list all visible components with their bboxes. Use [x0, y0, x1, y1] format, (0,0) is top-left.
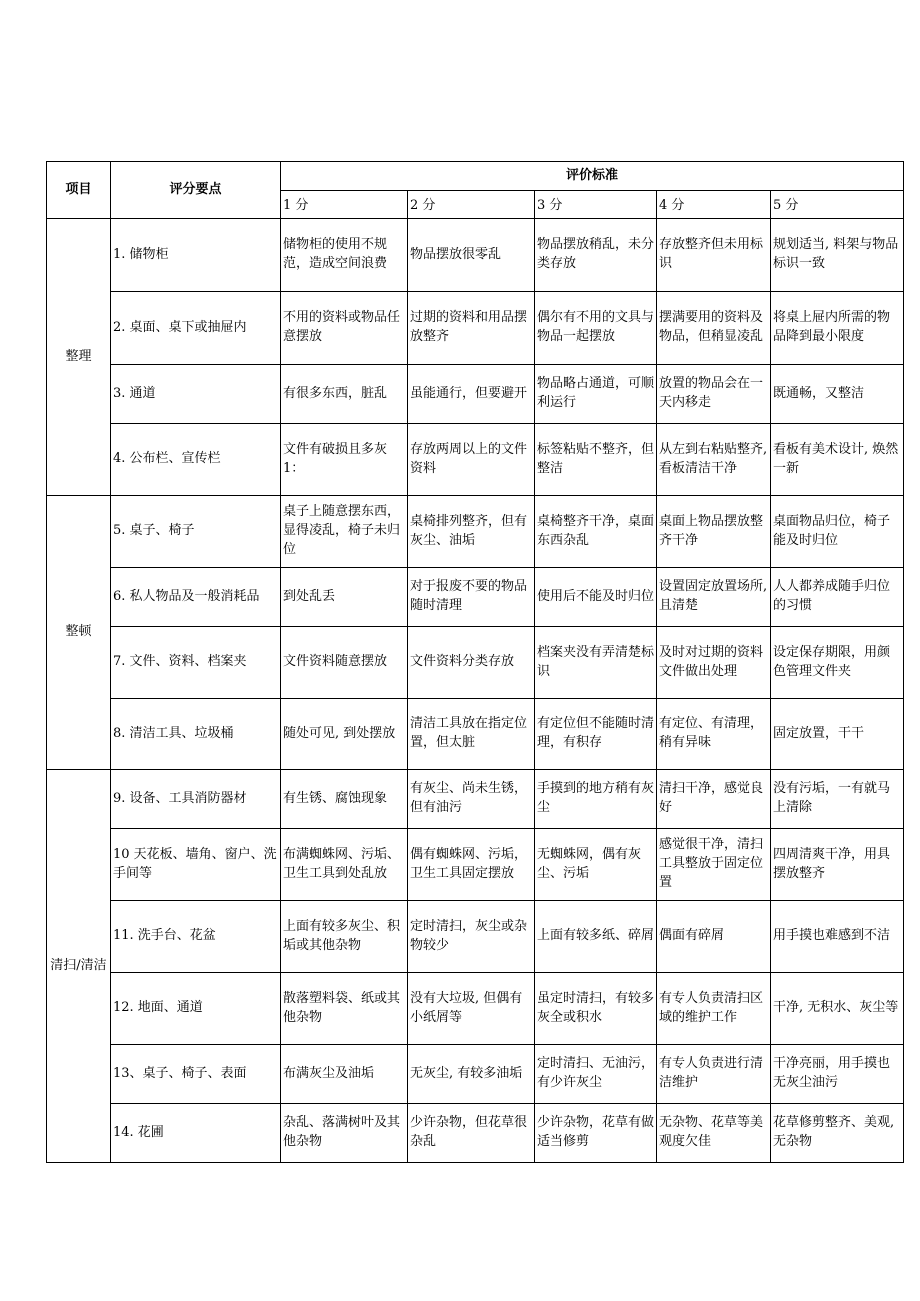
point-cell: 12. 地面、通道 [111, 973, 281, 1045]
table-row [47, 496, 904, 568]
score1-cell: 不用的资料或物品任意摆放 [281, 292, 408, 365]
score1-cell: 杂乱、落满树叶及其他杂物 [281, 1104, 408, 1163]
point-cell: 1. 储物柜 [111, 219, 281, 292]
header-score-3: 3 分 [535, 191, 657, 219]
score4-cell: 有专人负责进行清洁维护 [657, 1045, 771, 1104]
table-row [47, 973, 904, 1045]
score3-cell: 虽定时清扫，有较多灰全或积水 [535, 973, 657, 1045]
score3-cell: 无蜘蛛网，偶有灰尘、污垢 [535, 829, 657, 901]
score4-cell: 放置的物品会在一天内移走 [657, 365, 771, 424]
score4-cell: 有定位、有清理，稍有异味 [657, 699, 771, 770]
score4-cell: 无杂物、花草等美观度欠佳 [657, 1104, 771, 1163]
score2-cell: 没有大垃圾, 但偶有小纸屑等 [408, 973, 535, 1045]
score4-cell: 感觉很干净，清扫工具整放于固定位置 [657, 829, 771, 901]
table-row [47, 770, 904, 829]
score5-cell: 既通畅，又整洁 [771, 365, 904, 424]
table-row [47, 365, 904, 424]
score5-cell: 干净, 无积水、灰尘等 [771, 973, 904, 1045]
score3-cell: 偶尔有不用的文具与物品一起摆放 [535, 292, 657, 365]
score5-cell: 规划适当, 料架与物品标识一致 [771, 219, 904, 292]
score5-cell: 将桌上屉内所需的物品降到最小限度 [771, 292, 904, 365]
score5-cell: 设定保存期限，用颜色管理文件夹 [771, 627, 904, 699]
score1-cell: 储物柜的使用不规范，造成空间浪费 [281, 219, 408, 292]
table-row [47, 424, 904, 496]
score3-cell: 定时清扫、无油污，有少许灰尘 [535, 1045, 657, 1104]
point-cell: 10 天花板、墙角、窗户、洗手间等 [111, 829, 281, 901]
point-cell: 3. 通道 [111, 365, 281, 424]
score4-cell: 桌面上物品摆放整齐干净 [657, 496, 771, 568]
category-cell: 整理 [47, 219, 111, 496]
header-score-5: 5 分 [771, 191, 904, 219]
evaluation-table [46, 161, 904, 1163]
score3-cell: 档案夹没有弄清楚标识 [535, 627, 657, 699]
point-cell: 14. 花圃 [111, 1104, 281, 1163]
score2-cell: 过期的资料和用品摆放整齐 [408, 292, 535, 365]
score3-cell: 物品略占通道，可顺利运行 [535, 365, 657, 424]
score4-cell: 设置固定放置场所, 且清楚 [657, 568, 771, 627]
score3-cell: 少许杂物，花草有做适当修剪 [535, 1104, 657, 1163]
score5-cell: 固定放置，干干 [771, 699, 904, 770]
table-row [47, 829, 904, 901]
score5-cell: 干净亮丽，用手摸也无灰尘油污 [771, 1045, 904, 1104]
score1-cell: 散落塑料袋、纸或其他杂物 [281, 973, 408, 1045]
header-score-1: 1 分 [281, 191, 408, 219]
score3-cell: 有定位但不能随时清理，有积存 [535, 699, 657, 770]
score2-cell: 物品摆放很零乱 [408, 219, 535, 292]
score2-cell: 存放两周以上的文件资料 [408, 424, 535, 496]
score3-cell: 桌椅整齐干净，桌面东西杂乱 [535, 496, 657, 568]
score4-cell: 清扫干净，感觉良好 [657, 770, 771, 829]
score2-cell: 少许杂物，但花草很杂乱 [408, 1104, 535, 1163]
score2-cell: 定时清扫，灰尘或杂物较少 [408, 901, 535, 973]
point-cell: 2. 桌面、桌下或抽屉内 [111, 292, 281, 365]
score5-cell: 用手摸也难感到不洁 [771, 901, 904, 973]
header-score-2: 2 分 [408, 191, 535, 219]
table-row [47, 901, 904, 973]
score5-cell: 桌面物品归位，椅子能及时归位 [771, 496, 904, 568]
score2-cell: 虽能通行，但要避开 [408, 365, 535, 424]
score3-cell: 使用后不能及时归位 [535, 568, 657, 627]
table-row [47, 627, 904, 699]
category-cell: 清扫/清洁 [47, 770, 111, 1163]
table-row [47, 568, 904, 627]
score2-cell: 对于报废不要的物品随时清理 [408, 568, 535, 627]
header-project: 项目 [47, 162, 111, 219]
score1-cell: 有很多东西，脏乱 [281, 365, 408, 424]
table-row [47, 292, 904, 365]
score2-cell: 无灰尘, 有较多油垢 [408, 1045, 535, 1104]
table-row [47, 219, 904, 292]
score2-cell: 偶有蜘蛛网、污垢，卫生工具固定摆放 [408, 829, 535, 901]
score2-cell: 文件资料分类存放 [408, 627, 535, 699]
score2-cell: 桌椅排列整齐，但有灰尘、油垢 [408, 496, 535, 568]
score1-cell: 文件资料随意摆放 [281, 627, 408, 699]
score4-cell: 及时对过期的资料文件做出处理 [657, 627, 771, 699]
score5-cell: 人人都养成随手归位的习惯 [771, 568, 904, 627]
score1-cell: 随处可见, 到处摆放 [281, 699, 408, 770]
score1-cell: 布满蜘蛛网、污垢、卫生工具到处乱放 [281, 829, 408, 901]
table-row [47, 1104, 904, 1163]
score4-cell: 偶面有碎屑 [657, 901, 771, 973]
point-cell: 4. 公布栏、宣传栏 [111, 424, 281, 496]
score5-cell: 四周清爽干净，用具摆放整齐 [771, 829, 904, 901]
point-cell: 13、桌子、椅子、表面 [111, 1045, 281, 1104]
score5-cell: 看板有美术设计, 焕然一新 [771, 424, 904, 496]
header-score-4: 4 分 [657, 191, 771, 219]
score1-cell: 上面有较多灰尘、积垢或其他杂物 [281, 901, 408, 973]
point-cell: 8. 清洁工具、垃圾桶 [111, 699, 281, 770]
score4-cell: 摆满要用的资料及物品，但稍显凌乱 [657, 292, 771, 365]
score4-cell: 从左到右粘贴整齐, 看板清洁干净 [657, 424, 771, 496]
header-points: 评分要点 [111, 162, 281, 219]
score1-cell: 布满灰尘及油垢 [281, 1045, 408, 1104]
score3-cell: 手摸到的地方稍有灰尘 [535, 770, 657, 829]
table-row [47, 1045, 904, 1104]
category-cell: 整顿 [47, 496, 111, 770]
point-cell: 9. 设备、工具消防器材 [111, 770, 281, 829]
point-cell: 11. 洗手台、花盆 [111, 901, 281, 973]
score1-cell: 有生锈、腐蚀现象 [281, 770, 408, 829]
score2-cell: 有灰尘、尚未生锈，但有油污 [408, 770, 535, 829]
table-row [47, 699, 904, 770]
score5-cell: 花草修剪整齐、美观, 无杂物 [771, 1104, 904, 1163]
point-cell: 5. 桌子、椅子 [111, 496, 281, 568]
score4-cell: 存放整齐但未用标识 [657, 219, 771, 292]
score4-cell: 有专人负责清扫区域的维护工作 [657, 973, 771, 1045]
score3-cell: 物品摆放稍乱，未分类存放 [535, 219, 657, 292]
point-cell: 7. 文件、资料、档案夹 [111, 627, 281, 699]
score1-cell: 桌子上随意摆东西，显得凌乱，椅子未归位 [281, 496, 408, 568]
score3-cell: 标签粘贴不整齐，但整洁 [535, 424, 657, 496]
score3-cell: 上面有较多纸、碎屑 [535, 901, 657, 973]
score2-cell: 清洁工具放在指定位置，但太脏 [408, 699, 535, 770]
score1-cell: 到处乱丢 [281, 568, 408, 627]
score1-cell: 文件有破损且多灰 1： [281, 424, 408, 496]
point-cell: 6. 私人物品及一般消耗品 [111, 568, 281, 627]
header-standard: 评价标准 [281, 162, 904, 191]
score5-cell: 没有污垢，一有就马上清除 [771, 770, 904, 829]
